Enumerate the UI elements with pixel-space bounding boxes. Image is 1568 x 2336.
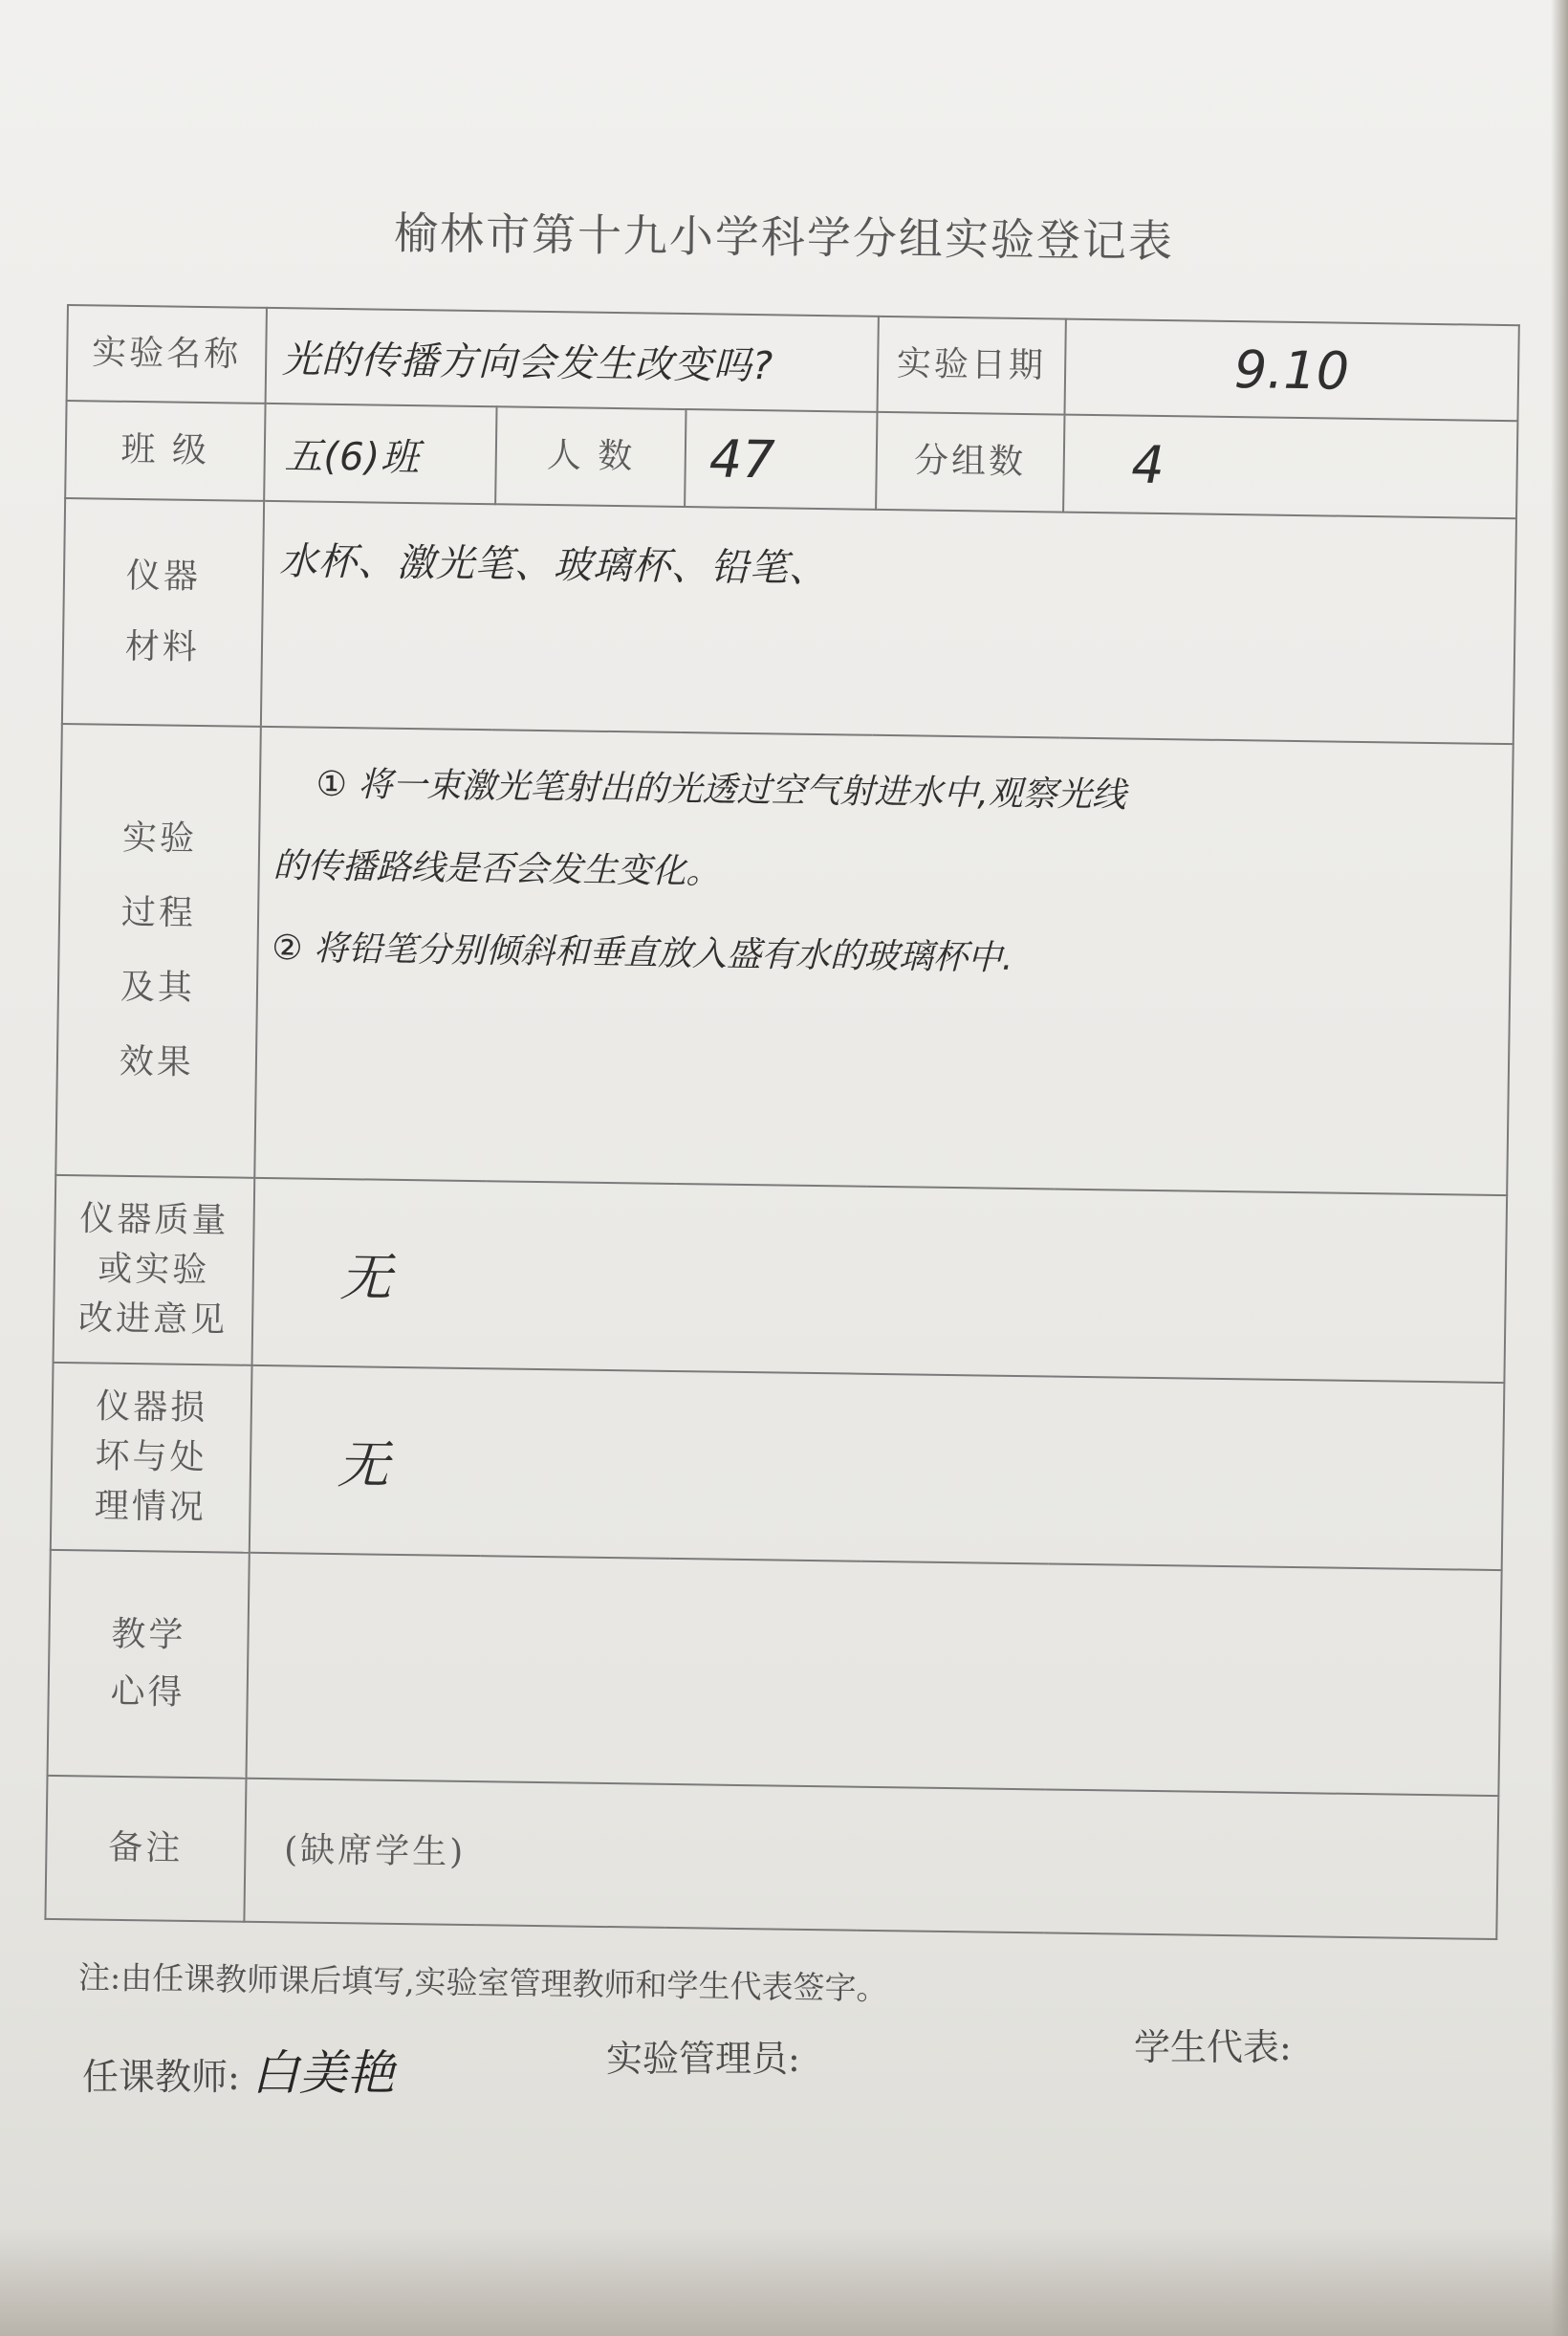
teacher-label: 任课教师:: [82, 2056, 240, 2098]
student-count-field[interactable]: 47: [685, 409, 877, 510]
paper-edge-shadow: [1551, 0, 1568, 2336]
process-field[interactable]: [254, 727, 1514, 1195]
row-remarks: [45, 1776, 1498, 1939]
experiment-name-field[interactable]: 光的传播方向会发生改变吗?: [265, 308, 879, 412]
row-damage: [51, 1363, 1505, 1570]
experiment-date-label: 实验日期: [877, 317, 1065, 415]
experiment-name-label: 实验名称: [67, 305, 267, 404]
experiment-register-table: [44, 304, 1519, 1940]
remarks-field[interactable]: (缺席学生): [244, 1779, 1498, 1939]
student-count-label: 人 数: [496, 406, 686, 507]
group-count-label: 分组数: [876, 412, 1064, 513]
student-rep-signature-area: [1134, 2018, 1292, 2070]
row-process: [55, 724, 1513, 1195]
reflection-label-line1: 教学: [111, 1614, 186, 1655]
damage-label-line2: 坏与处: [95, 1436, 207, 1478]
materials-label: [62, 498, 264, 727]
process-step2: ② 将铅笔分别倾斜和垂直放入盛有水的玻璃杯中.: [272, 928, 1013, 978]
quality-field[interactable]: 无: [251, 1178, 1507, 1383]
quality-label-line2: 或实验: [97, 1249, 210, 1291]
reflection-label: [48, 1550, 250, 1779]
remarks-label: 备注: [45, 1776, 246, 1922]
quality-label: [54, 1175, 254, 1365]
process-label-line4: 效果: [119, 1042, 195, 1083]
class-field[interactable]: 五(6)班: [264, 404, 497, 504]
lab-admin-label: 实验管理员:: [606, 2038, 800, 2080]
lab-admin-signature-area: [606, 2029, 800, 2082]
materials-label-line1: 仪器: [125, 556, 202, 597]
experiment-date-field[interactable]: 9.10: [1064, 319, 1519, 422]
photo-shadow: [0, 2228, 1568, 2336]
teacher-signature-area: [82, 2035, 395, 2104]
materials-field[interactable]: 水杯、激光笔、玻璃杯、铅笔、: [261, 501, 1516, 744]
reflection-field[interactable]: [246, 1553, 1501, 1796]
damage-label: [51, 1363, 251, 1553]
student-rep-label: 学生代表:: [1134, 2026, 1292, 2068]
damage-field[interactable]: 无: [249, 1365, 1504, 1570]
process-step1-line2: 的传播路线是否会发生变化。: [272, 846, 721, 892]
quality-label-line1: 仪器质量: [79, 1199, 229, 1241]
damage-label-line1: 仪器损: [95, 1386, 208, 1428]
process-label-line3: 及其: [120, 967, 196, 1008]
process-step1-line1: ① 将一束激光笔射出的光透过空气射进水中,观察光线: [316, 764, 1127, 816]
class-label: 班 级: [65, 401, 265, 501]
group-count-field[interactable]: 4: [1063, 415, 1518, 519]
damage-label-line3: 理情况: [94, 1486, 207, 1528]
teacher-signature[interactable]: 白美艳: [250, 2045, 395, 2101]
process-label: [55, 724, 260, 1178]
row-quality: [54, 1175, 1508, 1383]
materials-label-line2: 材料: [124, 626, 201, 667]
process-label-line1: 实验: [121, 818, 198, 859]
quality-label-line3: 改进意见: [77, 1299, 229, 1341]
reflection-label-line2: 心得: [110, 1671, 185, 1713]
footnote: 注:由任课教师课后填写,实验室管理教师和学生代表签字。: [77, 1958, 888, 2007]
form-title: 榆林市第十九小学科学分组实验登记表: [393, 207, 1175, 268]
row-reflection: [48, 1550, 1502, 1796]
process-label-line2: 过程: [120, 892, 197, 933]
row-materials: [62, 498, 1516, 744]
